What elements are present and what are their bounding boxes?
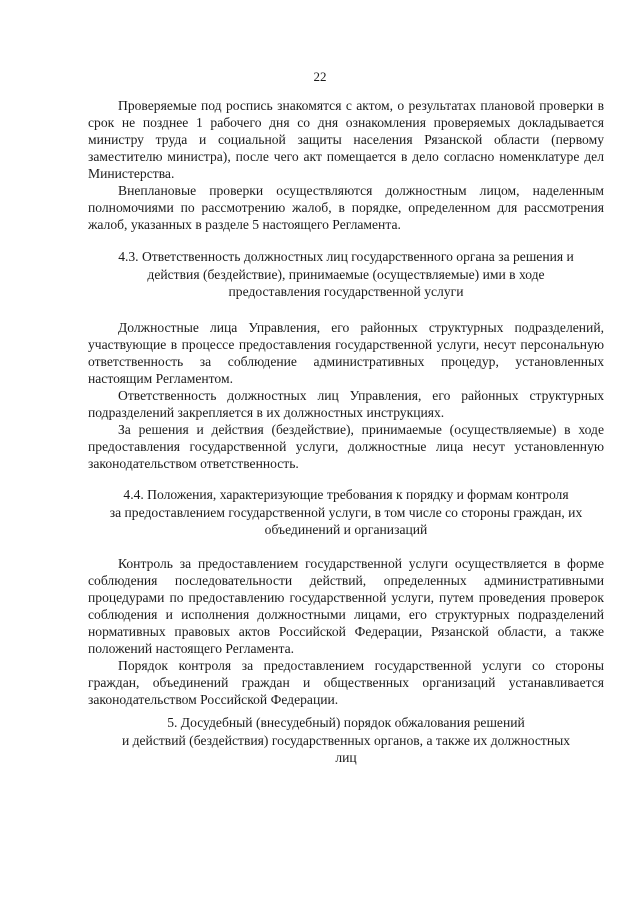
section-heading-4-4 — [86, 486, 606, 539]
paragraph: Ответственность должностных лиц Управления, его районных структурных подразделений закрепляется в их должностных инструкциях. — [88, 388, 604, 420]
heading-line: действия (бездействие), принимаемые (осуществляемые) ими в ходе — [147, 266, 545, 282]
paragraph: Контроль за предоставлением государственной услуги осуществляется в форме соблюдения последовательности действий, определенных административными процедурами по предоставлению государственной услуги, путем проведения проверок соблюдения и исполнения должностными лицами, его структурных подразделений нормативных правовых актов Российской Федерации, Рязанской области, а также положений настоящего Регламента. — [88, 556, 604, 656]
heading-line: 5. Досудебный (внесудебный) порядок обжалования решений — [167, 715, 525, 730]
section-4-3-body — [88, 319, 604, 472]
intro-text-block — [88, 97, 604, 233]
paragraph: Внеплановые проверки осуществляются должностным лицом, наделенным полномочиями по рассмотрению жалоб, в порядке, определенном для рассмотрения жалоб, указанных в разделе 5 настоящего Регламента. — [88, 183, 604, 232]
heading-line: 4.4. Положения, характеризующие требования к порядку и формам контроля — [123, 487, 569, 502]
section-4-4-body — [88, 555, 604, 708]
heading-line: 4.3. Ответственность должностных лиц государственного органа за решения и — [118, 249, 574, 264]
page-number: 22 — [313, 69, 327, 84]
heading-line: за предоставлением государственной услуги, в том числе со стороны граждан, их — [109, 504, 583, 520]
heading-line: и действий (бездействия) государственных органов, а также их должностных — [121, 732, 571, 748]
heading-line: лиц — [335, 750, 357, 765]
heading-line: предоставления государственной услуги — [228, 284, 464, 299]
paragraph: Проверяемые под роспись знакомятся с актом, о результатах плановой проверки в срок не позднее 1 рабочего дня со дня ознакомления проверяемых докладывается министру труда и социальной защиты населения Рязанской области (первому заместителю министра), после чего акт помещается в дело согласно номенклатуре дел Министерства. — [88, 98, 604, 181]
heading-line: объединений и организаций — [264, 522, 428, 537]
paragraph: Должностные лица Управления, его районных структурных подразделений, участвующие в процессе предоставления государственной услуги, несут персональную ответственность за соблюдение административных процедур, установленных настоящим Регламентом. — [88, 320, 604, 386]
section-heading-5 — [86, 714, 606, 767]
section-heading-4-3 — [86, 248, 606, 301]
paragraph: Порядок контроля за предоставлением государственной услуги со стороны граждан, объединений граждан и общественных организаций устанавливается законодательством Российской Федерации. — [88, 658, 604, 707]
paragraph: За решения и действия (бездействие), принимаемые (осуществляемые) в ходе предоставления государственной услуги, должностные лица несут установленную законодательством ответственность. — [88, 422, 604, 471]
